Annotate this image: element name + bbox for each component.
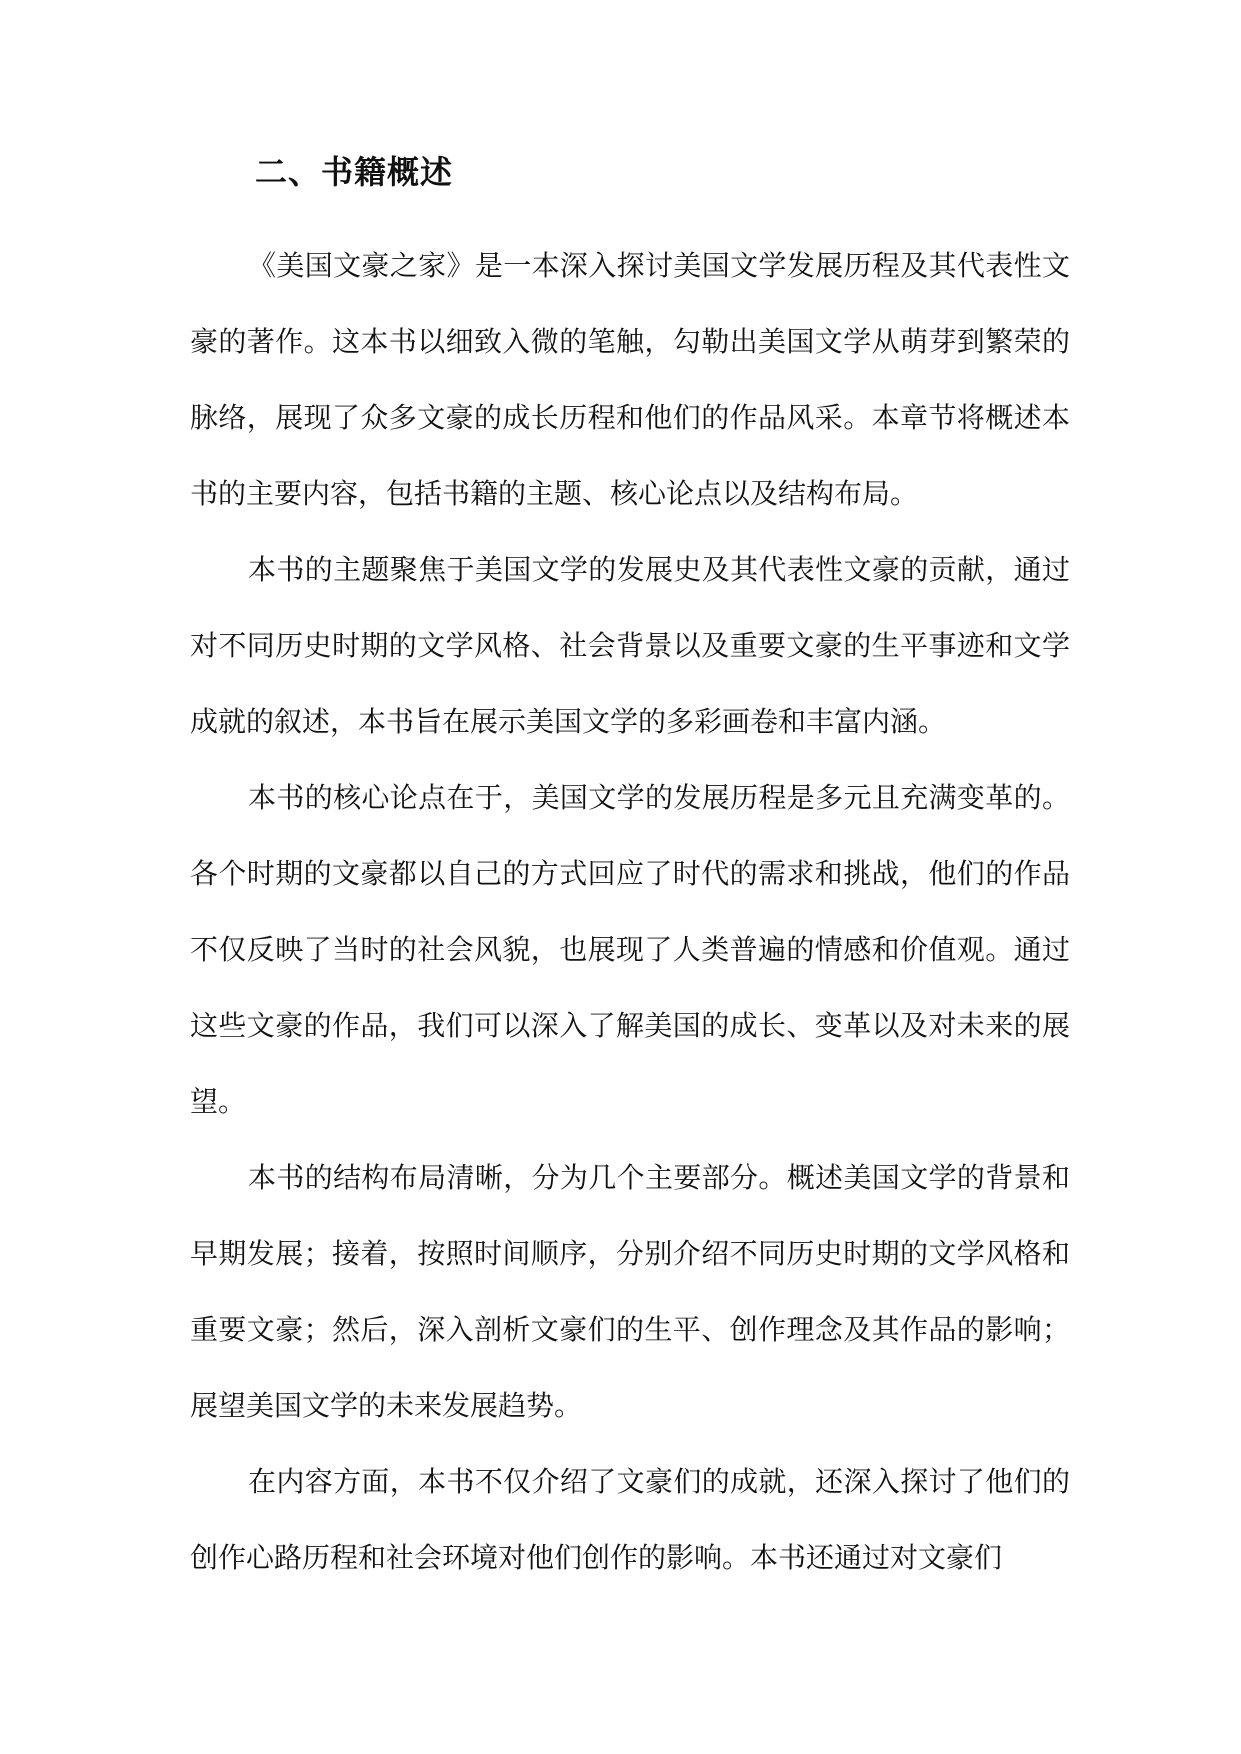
paragraph-intro: 《美国文豪之家》是一本深入探讨美国文学发展历程及其代表性文豪的著作。这本书以细致入微的笔触，勾勒出美国文学从萌芽到繁荣的脉络，展现了众多文豪的成长历程和他们的作品风采。本章节将概述本书的主要内容，包括书籍的主题、核心论点以及结构布局。 bbox=[190, 249, 1070, 510]
paragraph-core-argument: 本书的核心论点在于，美国文学的发展历程是多元且充满变革的。各个时期的文豪都以自己的方式回应了时代的需求和挑战，他们的作品不仅反映了当时的社会风貌，也展现了人类普遍的情感和价值观。通过这些文豪的作品，我们可以深入了解美国的成长、变革以及对未来的展望。 bbox=[190, 781, 1070, 1118]
paragraph-structure: 本书的结构布局清晰，分为几个主要部分。概述美国文学的背景和早期发展；接着，按照时间顺序，分别介绍不同历史时期的文学风格和重要文豪；然后，深入剖析文豪们的生平、创作理念及其作品的影响；展望美国文学的未来发展趋势。 bbox=[190, 1161, 1070, 1422]
paragraph-theme: 本书的主题聚焦于美国文学的发展史及其代表性文豪的贡献，通过对不同历史时期的文学风格、社会背景以及重要文豪的生平事迹和文学成就的叙述，本书旨在展示美国文学的多彩画卷和丰富内涵。 bbox=[190, 553, 1070, 738]
paragraph-content: 在内容方面，本书不仅介绍了文豪们的成就，还深入探讨了他们的创作心路历程和社会环境对他们创作的影响。本书还通过对文豪们 bbox=[190, 1465, 1070, 1574]
section-heading: 二、书籍概述 bbox=[255, 153, 454, 191]
section-body bbox=[190, 228, 1070, 1596]
